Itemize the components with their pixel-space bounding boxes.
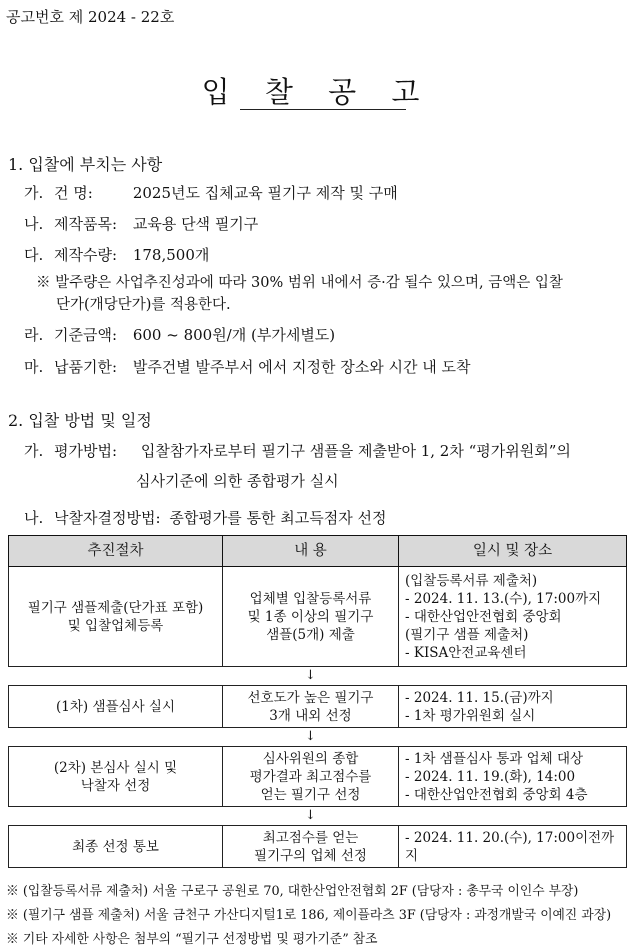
item-delivery: 마. 납품기한: 발주건별 발주부서 에서 지정한 장소와 시간 내 도착 [24,358,471,376]
arrow-row [9,667,627,686]
schedule-header-row [9,536,627,567]
details-cell: (입찰등록서류 제출처) - 2024. 11. 13.(수), 17:00까지 - 대한산업안전협회 중앙회 (필기구 샘플 제출처) - KISA안전교육센터 [399,567,627,667]
footer-note-etc: ※ 기타 자세한 사항은 첨부의 “필기구 선정방법 및 평가기준” 참조 [6,932,378,947]
step-cell: 필기구 샘플제출(단가표 포함) 및 입찰업체등록 [9,567,223,667]
item-eval-method: 가. 평가방법: 입찰참가자로부터 필기구 샘플을 제출받아 1, 2차 “평가위원회”의 [24,442,571,460]
table-row [9,686,627,728]
details-cell: - 1차 샘플심사 통과 업체 대상 - 2024. 11. 19.(화), 14:00 - 대한산업안전협회 중앙회 4층 [399,747,627,807]
item-award-method: 나. 낙찰자결정방법: 종합평가를 통한 최고득점자 선정 [24,509,387,527]
title-underline [240,109,406,110]
footer-note-sample: ※ (필기구 샘플 제출처) 서울 금천구 가산디지털1로 186, 제이플라츠 3F (담당자 : 과정개발국 이예진 과장) [6,908,612,923]
footer-note-registration: ※ (입찰등록서류 제출처) 서울 구로구 공원로 70, 대한산업안전협회 2F (담당자 : 총무국 이인수 부장) [6,884,579,899]
arrow-down-icon: ↓ [223,807,399,826]
content-cell: 선호도가 높은 필기구 3개 내외 선정 [223,686,399,728]
content-cell: 최고점수를 얻는 필기구의 업체 선정 [223,826,399,868]
quantity-note-line1: ※ 발주량은 사업추진성과에 따라 30% 범위 내에서 증·감 될수 있으며, 금액은 입찰 [36,275,563,291]
arrow-row [9,728,627,747]
section2-heading: 2. 입찰 방법 및 일정 [8,411,152,430]
table-row [9,826,627,868]
step-cell: 최종 선정 통보 [9,826,223,868]
arrow-down-icon: ↓ [223,667,399,686]
arrow-down-icon: ↓ [223,728,399,747]
quantity-note-line2: 단가(개당단가)를 적용한다. [56,297,231,313]
step-cell: (2차) 본심사 실시 및 낙찰자 선정 [9,747,223,807]
page-title: 입 찰 공 고 [201,75,433,109]
table-row [9,567,627,667]
header-step: 추진절차 [9,536,223,567]
item-base-price: 라. 기준금액: 600 ~ 800원/개 (부가세별도) [24,326,336,344]
header-content: 내 용 [223,536,399,567]
content-cell: 심사위원의 종합 평가결과 최고점수를 얻는 필기구 선정 [223,747,399,807]
eval-method-line2: 심사기준에 의한 종합평가 실시 [136,472,339,490]
details-cell: - 2024. 11. 15.(금)까지 - 1차 평가위원회 실시 [399,686,627,728]
content-cell: 업체별 입찰등록서류 및 1종 이상의 필기구 샘플(5개) 제출 [223,567,399,667]
header-datetime-place: 일시 및 장소 [399,536,627,567]
item-product: 나. 제작품목: 교육용 단색 필기구 [24,215,259,233]
section1-heading: 1. 입찰에 부치는 사항 [8,155,163,174]
item-project-name: 가. 건 명: 2025년도 집체교육 필기구 제작 및 구매 [24,184,398,202]
table-row [9,747,627,807]
arrow-row [9,807,627,826]
item-quantity: 다. 제작수량: 178,500개 [24,246,210,264]
notice-number: 공고번호 제 2024 - 22호 [6,8,175,26]
details-cell: - 2024. 11. 20.(수), 17:00이전까지 [399,826,627,868]
schedule-table [8,535,627,868]
step-cell: (1차) 샘플심사 실시 [9,686,223,728]
